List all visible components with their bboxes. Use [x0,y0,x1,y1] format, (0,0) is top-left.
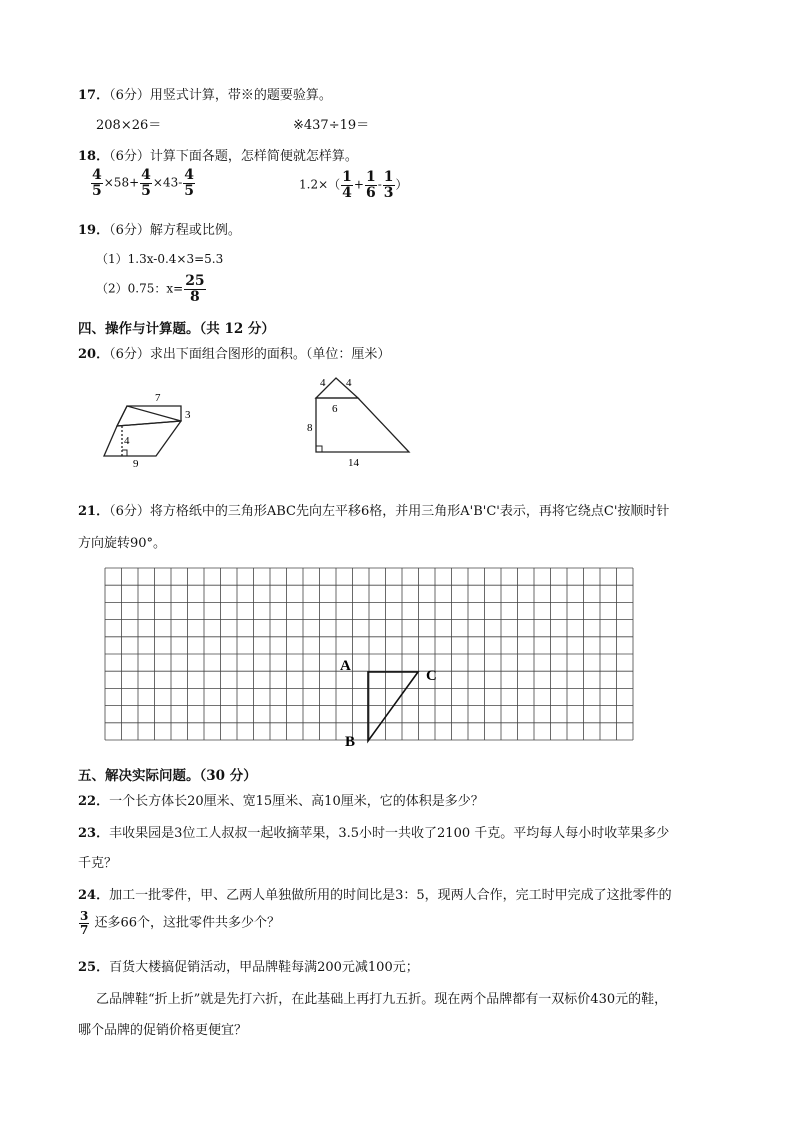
q18-e2-frac3: $\frac{1}{3}$ [383,169,394,201]
q20-title [78,343,390,362]
q25-line2: 乙品牌鞋“折上折”就是先打六折，在此基础上再打九五折。现在两个品牌都有一双标价430元的鞋， [96,992,668,1007]
q23-number: 23． [78,826,110,841]
fig1-right-angle [122,450,127,456]
q18-e1-t2: ×43- [152,175,183,190]
fig2-trapezoid [316,398,409,452]
q20-points: （6分） [109,347,150,362]
q21-grid-paper [100,563,645,753]
q18-e2-frac1: $\frac{1}{4}$ [342,169,352,201]
q18-text: 计算下面各题，怎样简便就怎样算。 [149,149,358,164]
q25-line3: 哪个品牌的促销价格更便宜？ [78,1023,248,1038]
q24-line1 [78,884,672,903]
q18-e2-op1: + [353,177,364,192]
q25-text-line1: 百货大楼搞促销活动，甲品牌鞋每满200元减100元； [109,960,419,975]
section-4-heading: 四、操作与计算题。（共 12 分） [78,321,275,337]
q19-text: 解方程或比例。 [149,223,241,238]
fig2-label-left-side: 4 [320,377,326,389]
q24-text-line2: 还多66个，这批零件共多少个？ [94,915,281,931]
q18-expr2 [299,170,408,200]
vertex-b-label: B [345,734,356,750]
q17-number: 17． [78,88,110,103]
q20-number: 20． [78,347,110,362]
q18-e2-pre: 1.2×（ [299,177,341,192]
q19-part2 [96,274,207,304]
fig1-label-height: 4 [124,435,130,447]
q21-number: 21． [78,504,110,519]
q20-figures [96,374,426,484]
q18-e2-post: ） [395,177,408,192]
q24-number: 24． [78,888,110,903]
fig2-label-bottom: 14 [348,457,359,469]
q24-fraction: $\frac{3}{7}$ [80,909,89,937]
q18-number: 18． [78,149,110,164]
q18-e1-frac3: $\frac{4}{5}$ [184,167,195,199]
vertex-c-label: C [426,668,437,684]
q22-text: 一个长方体长20厘米、宽15厘米、高10厘米，它的体积是多少？ [109,794,484,809]
q19-title [78,219,241,238]
fig1-shared-edge [117,421,181,426]
fig1-label-bottom: 9 [133,458,139,470]
q25-line1 [78,956,419,975]
q23-line1 [78,822,669,841]
q17-expr2: ※437÷19＝ [293,118,370,133]
q18-e1-t1: ×58+ [103,175,140,190]
fig2-right-angle [316,446,322,452]
q24-line2 [78,910,280,936]
q23-text-line1: 丰收果园是3位工人叔叔一起收摘苹果，3.5小时一共收了2100 千克。平均每人每小时收苹果多少 [109,826,670,841]
q21-points: （6分） [109,504,150,519]
section-5-heading: 五、解决实际问题。（30 分） [78,768,257,784]
q19-points: （6分） [109,223,150,238]
fig2-label-middle: 6 [332,403,338,415]
q20-figure-2 [316,378,409,452]
q20-figure-1 [104,406,181,456]
q19-p2-frac: $\frac{25}{8}$ [185,273,205,305]
grid-lines [105,568,633,740]
fig2-label-left: 8 [307,422,313,434]
q18-e1-frac2: $\frac{4}{5}$ [141,167,151,199]
q19-number: 19． [78,223,110,238]
q21-text-line1: 将方格纸中的三角形ABC先向左平移6格，并用三角形A'B'C'表示，再将它绕点C'按顺时针 [149,504,670,519]
fig2-label-right-side: 4 [346,377,352,389]
q22 [78,790,484,809]
q21-line1 [78,500,669,519]
q18-e2-frac2: $\frac{1}{6}$ [365,169,376,201]
q17-text: 用竖式计算，带※的题要验算。 [149,88,332,103]
q23-line2: 千克？ [78,856,118,871]
q21-line2: 方向旋转90°。 [78,536,167,551]
q18-expr1 [90,168,196,198]
fig1-outline [104,406,181,456]
q17-title [78,84,332,103]
q22-number: 22． [78,794,110,809]
q24-text-line1: 加工一批零件，甲、乙两人单独做所用的时间比是3：5，现两人合作，完工时甲完成了这批零件的 [109,888,672,903]
q19-p2-pre: （2）0.75：x= [96,281,184,296]
q17-expr1: 208×26＝ [96,118,162,133]
q18-points: （6分） [109,149,150,164]
q18-e2-op2: - [377,177,382,192]
triangle-abc [368,672,418,741]
q17-points: （6分） [109,88,150,103]
q19-part1: （1）1.3x-0.4×3=5.3 [96,252,224,266]
fig1-label-right: 3 [185,409,191,421]
q18-e1-frac1: $\frac{4}{5}$ [92,167,102,199]
q25-number: 25． [78,960,110,975]
vertex-a-label: A [340,658,351,674]
q20-text: 求出下面组合图形的面积。（单位：厘米） [149,347,391,362]
fig1-label-top: 7 [155,392,161,404]
q18-title [78,145,358,164]
